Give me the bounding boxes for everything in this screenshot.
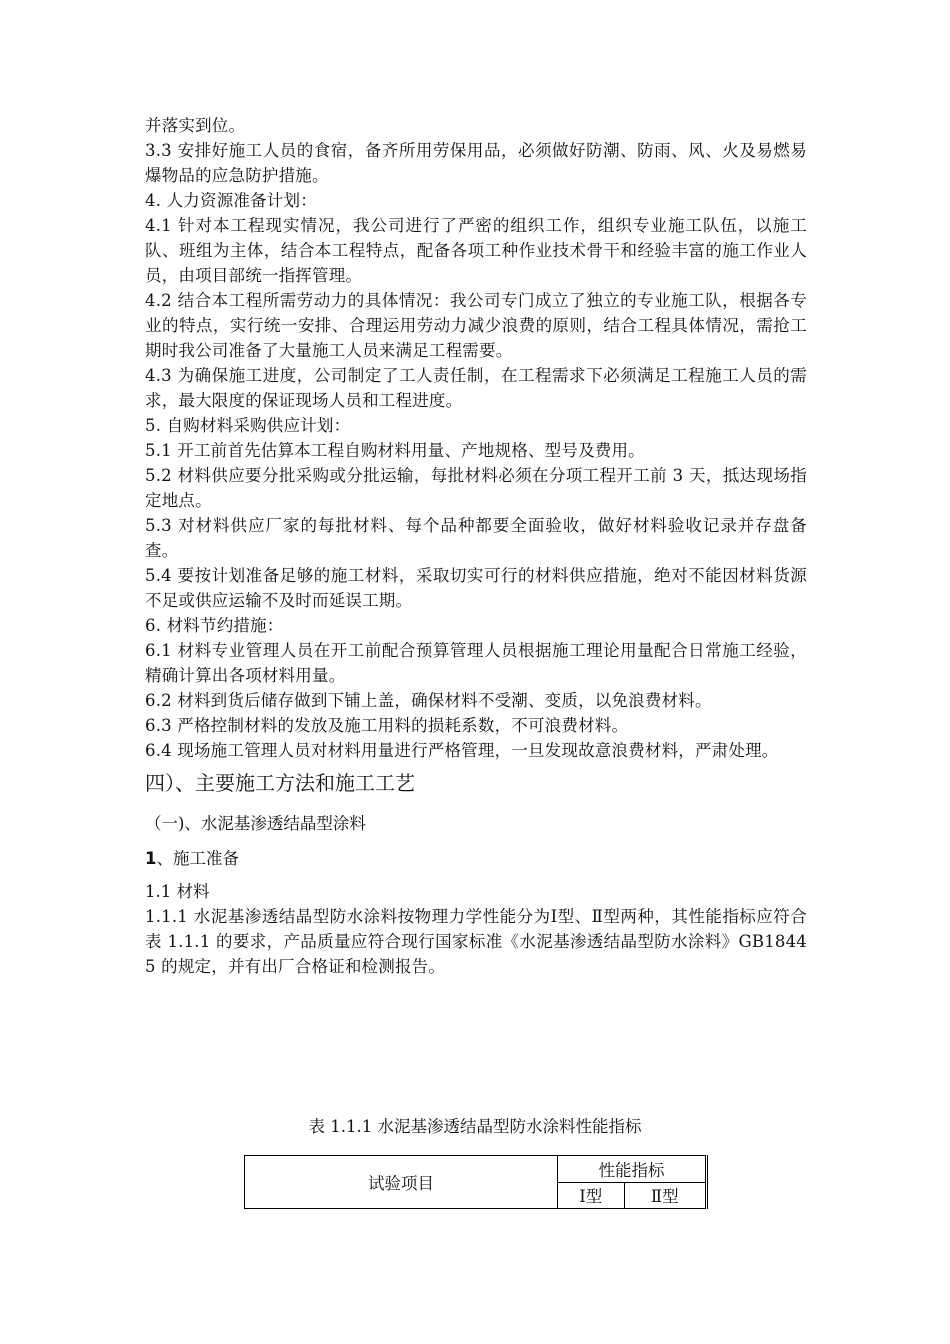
- materials-heading: 1.1 材料: [145, 882, 210, 901]
- header-type-1: Ⅰ型: [558, 1182, 625, 1209]
- paragraph: 5.2 材料供应要分批采购或分批运输，每批材料必须在分项工程开工前 3 天，抵达现场指定地点。: [145, 466, 807, 510]
- paragraph: 并落实到位。: [145, 116, 246, 135]
- list-heading-5: 5. 自购材料采购供应计划：: [145, 416, 351, 435]
- table-caption: 表 1.1.1 水泥基渗透结晶型防水涂料性能指标: [308, 1117, 642, 1136]
- section-heading: 四）、主要施工方法和施工工艺: [145, 771, 415, 795]
- step-number: 1: [145, 849, 157, 868]
- paragraph: 5.3 对材料供应厂家的每批材料、每个品种都要全面验收，做好材料验收记录并存盘备查。: [145, 516, 807, 560]
- materials-paragraph: 1.1.1 水泥基渗透结晶型防水涂料按物理力学性能分为Ⅰ型、Ⅱ型两种，其性能指标应符合表 1.1.1 的要求，产品质量应符合现行国家标准《水泥基渗透结晶型防水涂料》GB18445 的规定，并有出厂合格证和检测报告。: [145, 907, 807, 976]
- paragraph: 4.3 为确保施工进度，公司制定了工人责任制，在工程需求下必须满足工程施工人员的需求，最大限度的保证现场人员和工程进度。: [145, 366, 807, 410]
- sub-heading: （一)、水泥基渗透结晶型涂料: [145, 814, 366, 833]
- performance-table: [244, 1155, 708, 1209]
- header-test-item: 试验项目: [245, 1156, 558, 1209]
- paragraph: 4.1 针对本工程现实情况，我公司进行了严密的组织工作，组织专业施工队伍，以施工队、班组为主体，结合本工程特点，配备各项工种作业技术骨干和经验丰富的施工作业人员，由项目部统一指挥管理。: [145, 216, 807, 285]
- paragraph: 6.1 材料专业管理人员在开工前配合预算管理人员根据施工理论用量配合日常施工经验，精确计算出各项材料用量。: [145, 641, 807, 685]
- list-heading-4: 4. 人力资源准备计划：: [145, 191, 317, 210]
- paragraph: 4.2 结合本工程所需劳动力的具体情况：我公司专门成立了独立的专业施工队，根据各专业的特点，实行统一安排、合理运用劳动力减少浪费的原则，结合工程具体情况，需抢工期时我公司准备了大量施工人员来满足工程需要。: [145, 291, 807, 360]
- paragraph: 5.4 要按计划准备足够的施工材料，采取切实可行的材料供应措施，绝对不能因材料货源不足或供应运输不及时而延误工期。: [145, 566, 807, 610]
- header-type-2: Ⅱ型: [624, 1182, 706, 1209]
- header-performance: 性能指标: [558, 1156, 707, 1183]
- list-heading-6: 6. 材料节约措施：: [145, 616, 284, 635]
- paragraph: 6.3 严格控制材料的发放及施工用料的损耗系数，不可浪费材料。: [145, 716, 629, 735]
- document-body: [145, 113, 807, 979]
- paragraph: 6.2 材料到货后储存做到下铺上盖，确保材料不受潮、变质，以免浪费材料。: [145, 691, 712, 710]
- paragraph: 6.4 现场施工管理人员对材料用量进行严格管理，一旦发现故意浪费材料，严肃处理。: [145, 741, 779, 760]
- step-heading: [145, 846, 807, 871]
- paragraph: 5.1 开工前首先估算本工程自购材料用量、产地规格、型号及费用。: [145, 441, 645, 460]
- step-title: 、施工准备: [156, 849, 239, 868]
- paragraph: 3.3 安排好施工人员的食宿，备齐所用劳保用品，必须做好防潮、防雨、风、火及易燃易爆物品的应急防护措施。: [145, 141, 807, 185]
